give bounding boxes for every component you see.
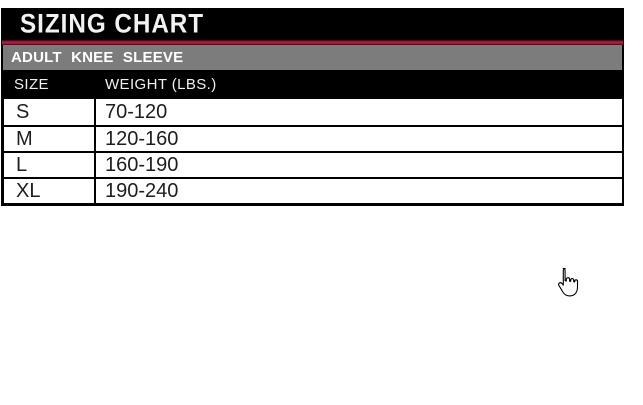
weight-cell: 160-190 (94, 153, 622, 177)
table-row (4, 177, 622, 203)
sizing-chart-panel (1, 8, 624, 206)
table-row (4, 99, 622, 125)
column-header-weight: WEIGHT (LBS.) (105, 76, 217, 93)
size-cell: XL (16, 179, 41, 202)
table-row (4, 151, 622, 177)
size-cell: M (16, 127, 33, 150)
subheader-bar (3, 45, 622, 70)
column-header-row (1, 70, 624, 99)
size-cell: L (16, 153, 28, 176)
size-cell: S (16, 100, 30, 123)
sizing-table-body (4, 99, 622, 203)
title-bar (1, 8, 624, 40)
weight-cell: 120-160 (94, 127, 622, 151)
weight-cell: 190-240 (94, 179, 622, 203)
page-title: SIZING CHART (20, 8, 205, 39)
subheader-label: ADULT KNEE SLEEVE (11, 49, 184, 66)
weight-cell: 70-120 (94, 99, 622, 125)
column-header-size: SIZE (14, 76, 49, 93)
table-row (4, 125, 622, 151)
hand-pointer-cursor (553, 266, 579, 300)
